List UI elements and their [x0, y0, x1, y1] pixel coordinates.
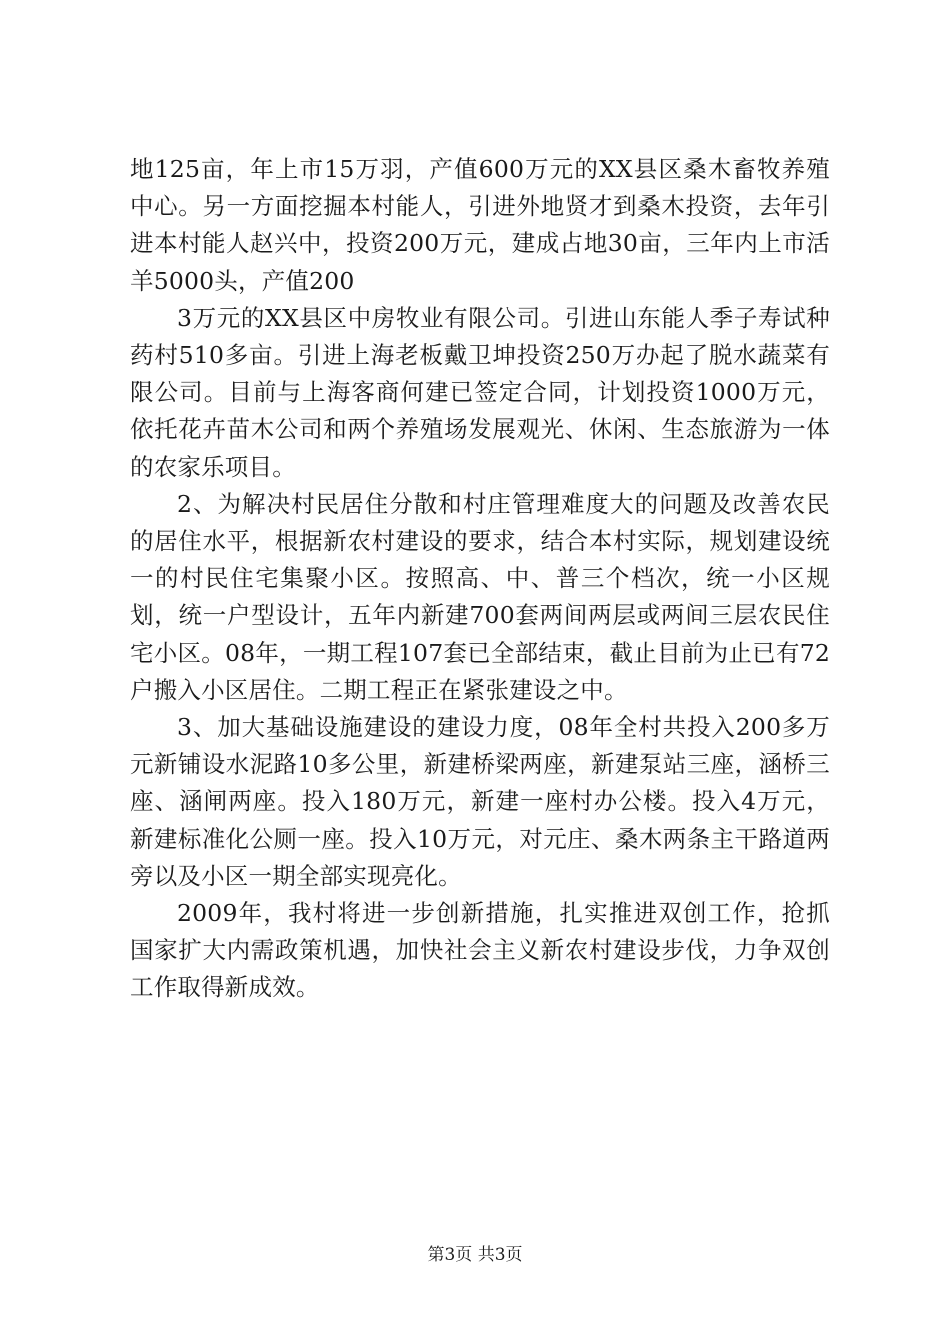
document-body [130, 151, 830, 1007]
paragraph-3: 2、为解决村民居住分散和村庄管理难度大的问题及改善农民的居住水平，根据新农村建设的要求，结合本村实际，规划建设统一的村民住宅集聚小区。按照高、中、普三个档次，统一小区规划，统一户型设计，五年内新建700套两间两层或两间三层农民住宅小区。08年，一期工程107套已全部结束，截止目前为止已有72户搬入小区居住。二期工程正在紧张建设之中。 [130, 489, 830, 704]
paragraph-5: 2009年，我村将进一步创新措施，扎实推进双创工作，抢抓国家扩大内需政策机遇，加快社会主义新农村建设步伐，力争双创工作取得新成效。 [130, 899, 830, 1002]
paragraph-2: 3万元的XX县区中房牧业有限公司。引进山东能人季子寿试种药村510多亩。引进上海老板戴卫坤投资250万办起了脱水蔬菜有限公司。目前与上海客商何建已签定合同，计划投资1000万元，依托花卉苗木公司和两个养殖场发展观光、休闲、生态旅游为一体的农家乐项目。 [130, 303, 830, 481]
page-number-footer: 第3页 共3页 [427, 1245, 523, 1265]
paragraph-4: 3、加大基础设施建设的建设力度，08年全村共投入200多万元新铺设水泥路10多公里，新建桥梁两座，新建泵站三座，涵桥三座、涵闸两座。投入180万元，新建一座村办公楼。投入4万元，新建标准化公厕一座。投入10万元，对元庄、桑木两条主干路道两旁以及小区一期全部实现亮化。 [130, 713, 830, 890]
paragraph-1: 地125亩，年上市15万羽，产值600万元的XX县区桑木畜牧养殖中心。另一方面挖掘本村能人，引进外地贤才到桑木投资，去年引进本村能人赵兴中，投资200万元，建成占地30亩，三年内上市活羊5000头，产值200 [130, 155, 830, 295]
